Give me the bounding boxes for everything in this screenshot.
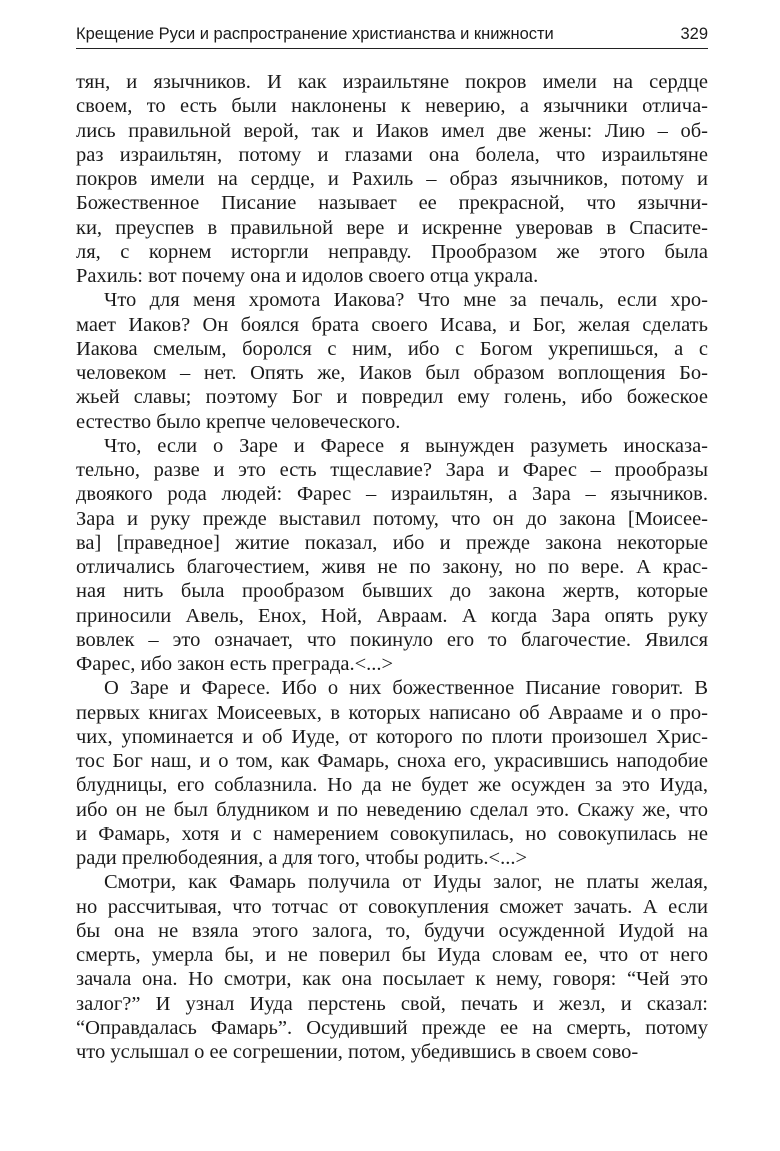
text-line: покров имели на сердце, и Рахиль – образ язычников, потому и	[76, 168, 708, 190]
text-line: тельно, разве и это есть тщеславие? Зара и Фарес – прообразы	[76, 459, 708, 481]
text-line: “Оправдалась Фамарь”. Осудивший прежде ее на смерть, потому	[76, 1016, 708, 1039]
paragraph	[76, 434, 708, 677]
text-line: лись правильной верой, так и Иаков имел две жены: Лию – об-	[76, 119, 708, 142]
text-line: и Фамарь, хотя и с намерением совокупилась, но совокупилась не	[76, 822, 708, 845]
text-line: Что, если о Заре и Фаресе я вынужден разуметь иносказа-	[104, 434, 708, 457]
text-line: ва] [праведное] житие показал, ибо и прежде закона некоторые	[76, 531, 708, 554]
text-line: Зара и руку прежде выставил потому, что он до закона [Моисее-	[76, 507, 708, 530]
text-line: мает Иаков? Он боялся брата своего Исава, и Бог, желая сделать	[76, 313, 708, 336]
text-line: ради прелюбодеяния, а для того, чтобы родить.<...>	[76, 847, 527, 869]
text-line: О Заре и Фаресе. Ибо о них божественное Писание говорит. В	[104, 677, 708, 700]
text-line: вовлек – это означает, что покинуло его то благочестие. Явился	[76, 628, 708, 651]
text-line: двоякого рода людей: Фарес – израильтян, а Зара – язычников.	[76, 483, 708, 506]
text-line: зачала она. Но смотри, как она посылает к нему, говоря: “Чей это	[76, 968, 708, 991]
text-line: тян, и язычников. И как израильтяне покров имели на сердце	[76, 71, 708, 93]
text-line: но рассчитывая, что тотчас от совокупления сможет зачать. А если	[76, 895, 708, 918]
text-line: жьей славы; поэтому Бог и повредил ему голень, ибо божеское	[76, 386, 708, 409]
text-line: тос Бог наш, и о том, как Фамарь, сноха его, украсившись наподобие	[76, 750, 708, 772]
text-line: что услышал о ее согрешении, потом, убедившись в своем сово-	[76, 1041, 639, 1063]
paragraph	[76, 676, 708, 870]
text-line: залог?” И узнал Иуда перстень свой, печать и жезл, и сказал:	[76, 992, 708, 1015]
text-line: ибо он не был блудником и по неведению сделал это. Скажу же, что	[76, 798, 708, 821]
text-line: раз израильтян, потому и глазами она болела, что израильтяне	[76, 143, 708, 166]
page-number: 329	[680, 25, 708, 43]
paragraph	[76, 288, 708, 434]
running-header	[76, 20, 708, 49]
text-line: Иакова смелым, боролся с ним, ибо с Богом укрепишься, а с	[76, 337, 708, 360]
main-text	[76, 70, 708, 1064]
text-line: чих, упоминается и об Иуде, от которого по плоти произошел Хрис-	[76, 725, 708, 748]
text-line: первых книгах Моисеевых, в которых написано об Аврааме и о про-	[76, 701, 708, 724]
text-line: ки, преуспев в правильной вере и искренне уверовав в Спасите-	[76, 216, 708, 239]
chapter-title: Крещение Руси и распространение христианства и книжности	[76, 25, 554, 43]
text-line: ля, с корнем исторгли неправду. Прообразом же этого была	[76, 240, 708, 263]
text-line: отличались благочестием, живя не по закону, но по вере. А крас-	[76, 556, 708, 578]
text-line: бы она не взяла этого залога, то, будучи осужденной Иудой на	[76, 919, 708, 942]
text-line: человеком – нет. Опять же, Иаков был образом воплощения Бо-	[76, 362, 708, 384]
text-line: приносили Авель, Енох, Ной, Авраам. А когда Зара опять руку	[76, 604, 708, 627]
text-line: ная нить была прообразом бывших до закона жертв, которые	[76, 580, 708, 603]
text-line: Фарес, ибо закон есть преграда.<...>	[76, 653, 394, 675]
text-line: Смотри, как Фамарь получила от Иуды залог, не платы желая,	[104, 871, 708, 894]
text-line: смерть, умерла бы, и не поверил бы Иуда словам ее, что от него	[76, 944, 708, 966]
paragraph	[76, 70, 708, 288]
text-line: блудницы, его соблазнила. Но да не будет же осужден за это Иуда,	[76, 774, 708, 797]
text-line: своем, то есть были наклонены к неверию, а язычники отлича-	[76, 95, 708, 118]
text-line: Божественное Писание называет ее прекрасной, что язычни-	[76, 192, 708, 215]
text-line: Что для меня хромота Иакова? Что мне за печаль, если хро-	[104, 289, 708, 312]
paragraph	[76, 870, 708, 1064]
text-line: естество было крепче человеческого.	[76, 410, 401, 433]
text-line: Рахиль: вот почему она и идолов своего отца украла.	[76, 265, 539, 287]
